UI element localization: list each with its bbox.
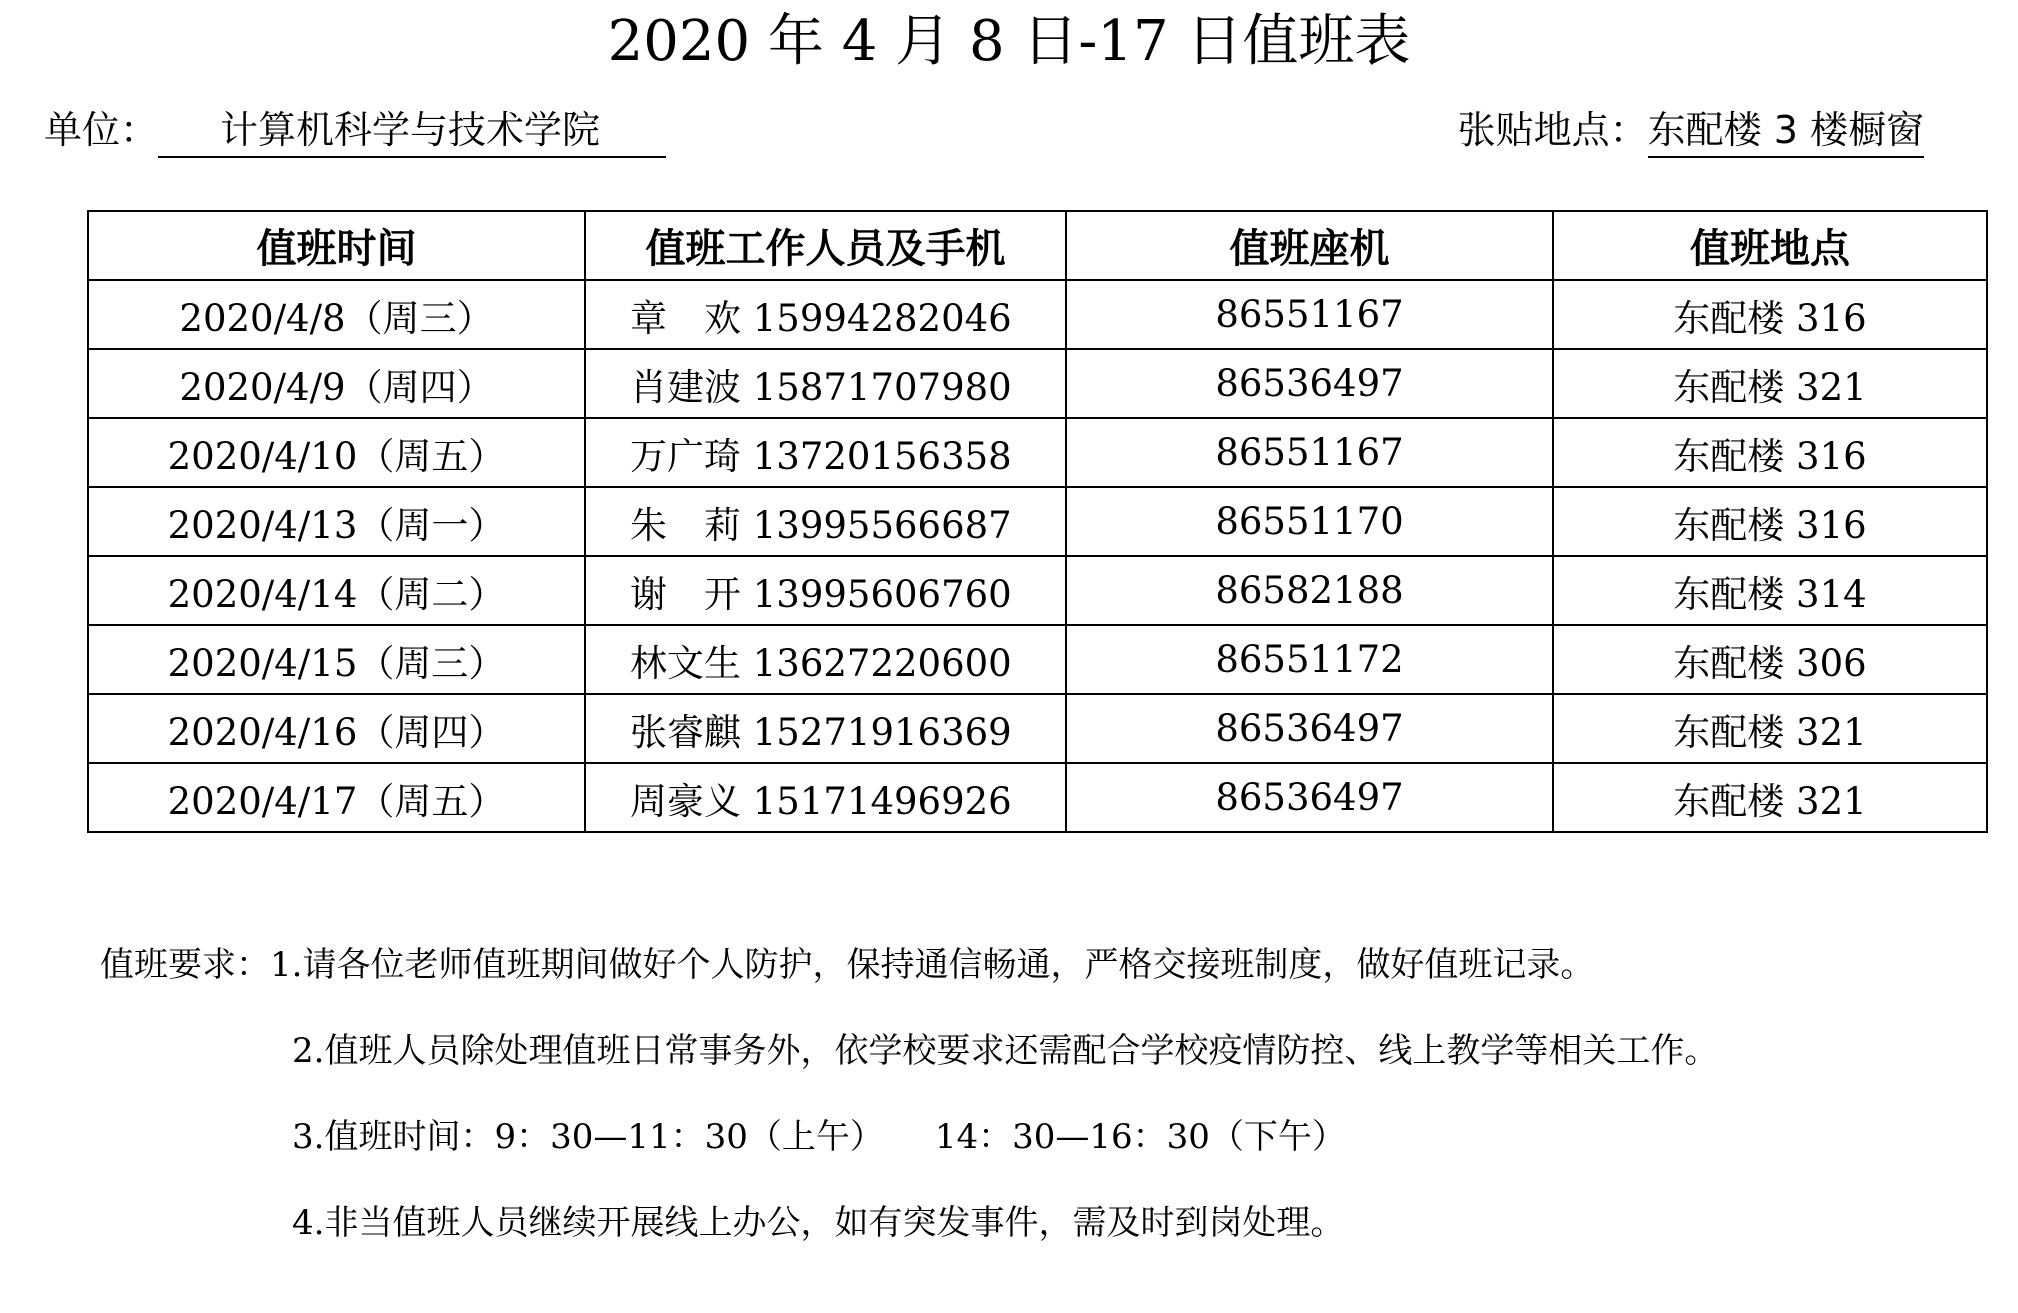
duty-location: 东配楼 314 xyxy=(1553,556,1987,625)
table-row xyxy=(88,280,1987,349)
header-duty-location: 值班地点 xyxy=(1553,211,1987,280)
duty-landline: 86582188 xyxy=(1066,556,1553,625)
table-row xyxy=(88,556,1987,625)
duty-landline: 86551170 xyxy=(1066,487,1553,556)
duty-date: 2020/4/8（周三） xyxy=(88,280,585,349)
duty-landline: 86536497 xyxy=(1066,694,1553,763)
posting-place-value: 东配楼 3 楼橱窗 xyxy=(1648,104,1924,158)
duty-date: 2020/4/16（周四） xyxy=(88,694,585,763)
duty-landline: 86536497 xyxy=(1066,349,1553,418)
page-title: 2020 年 4 月 8 日-17 日值班表 xyxy=(607,9,1411,74)
requirement-item: 4.非当值班人员继续开展线上办公，如有突发事件，需及时到岗处理。 xyxy=(292,1203,1345,1243)
duty-table xyxy=(87,210,1988,833)
table-row xyxy=(88,418,1987,487)
duty-location: 东配楼 321 xyxy=(1553,763,1987,832)
duty-location: 东配楼 316 xyxy=(1553,487,1987,556)
posting-place-line xyxy=(1458,104,1924,158)
duty-staff: 谢 开 13995606760 xyxy=(585,556,1066,625)
requirements-label: 值班要求： xyxy=(100,945,270,985)
duty-landline: 86551172 xyxy=(1066,625,1553,694)
duty-location: 东配楼 316 xyxy=(1553,280,1987,349)
unit-label: 单位： xyxy=(44,108,159,152)
duty-location: 东配楼 316 xyxy=(1553,418,1987,487)
header-duty-staff: 值班工作人员及手机 xyxy=(585,211,1066,280)
duty-staff: 周豪义 15171496926 xyxy=(585,763,1066,832)
table-row xyxy=(88,487,1987,556)
duty-location: 东配楼 321 xyxy=(1553,349,1987,418)
duty-date: 2020/4/9（周四） xyxy=(88,349,585,418)
unit-value: 计算机科学与技术学院 xyxy=(158,104,666,158)
duty-date: 2020/4/14（周二） xyxy=(88,556,585,625)
duty-landline: 86536497 xyxy=(1066,763,1553,832)
duty-staff: 林文生 13627220600 xyxy=(585,625,1066,694)
unit-line xyxy=(44,104,666,158)
requirement-item: 1.请各位老师值班期间做好个人防护，保持通信畅通，严格交接班制度，做好值班记录。 xyxy=(270,945,1595,985)
duty-location: 东配楼 321 xyxy=(1553,694,1987,763)
duty-location: 东配楼 306 xyxy=(1553,625,1987,694)
posting-place-label: 张贴地点： xyxy=(1457,108,1648,152)
requirement-line-1 xyxy=(100,941,1594,989)
table-row xyxy=(88,625,1987,694)
requirement-item: 2.值班人员除处理值班日常事务外，依学校要求还需配合学校疫情防控、线上教学等相关工作。 xyxy=(292,1031,1719,1071)
duty-date: 2020/4/15（周三） xyxy=(88,625,585,694)
duty-staff: 章 欢 15994282046 xyxy=(585,280,1066,349)
duty-landline: 86551167 xyxy=(1066,418,1553,487)
table-header-row xyxy=(88,211,1987,280)
table-row xyxy=(88,349,1987,418)
duty-date: 2020/4/17（周五） xyxy=(88,763,585,832)
duty-date: 2020/4/13（周一） xyxy=(88,487,585,556)
duty-landline: 86551167 xyxy=(1066,280,1553,349)
duty-staff: 肖建波 15871707980 xyxy=(585,349,1066,418)
duty-staff: 张睿麒 15271916369 xyxy=(585,694,1066,763)
duty-date: 2020/4/10（周五） xyxy=(88,418,585,487)
header-duty-time: 值班时间 xyxy=(88,211,585,280)
table-row xyxy=(88,763,1987,832)
header-duty-phone: 值班座机 xyxy=(1066,211,1553,280)
requirement-item: 3.值班时间：9：30—11：30（上午） 14：30—16：30（下午） xyxy=(292,1117,1346,1157)
duty-staff: 万广琦 13720156358 xyxy=(585,418,1066,487)
duty-staff: 朱 莉 13995566687 xyxy=(585,487,1066,556)
table-row xyxy=(88,694,1987,763)
